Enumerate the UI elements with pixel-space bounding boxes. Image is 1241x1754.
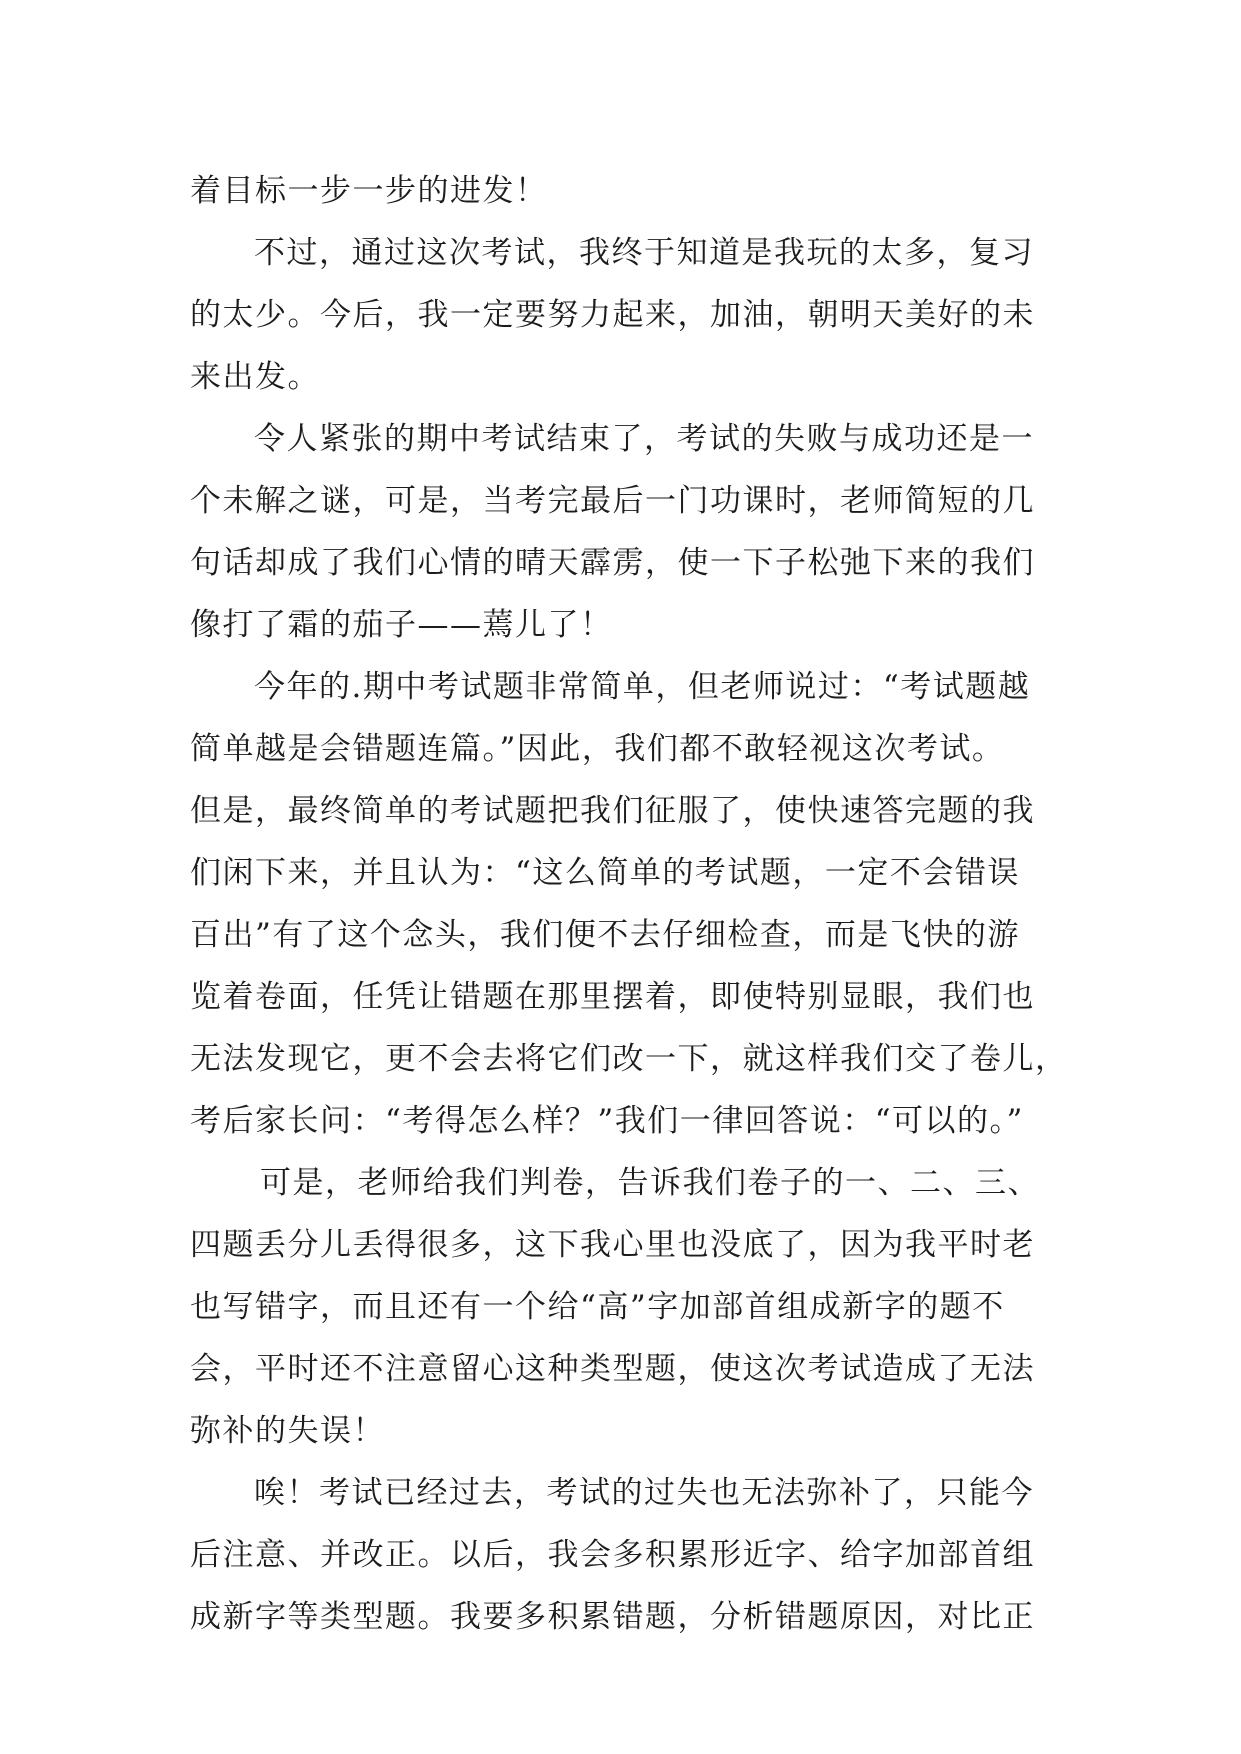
text-line: 们闲下来，并且认为：“这么简单的考试题，一定不会错误 [190, 855, 1020, 891]
text-line: 简单越是会错题连篇。”因此，我们都不敢轻视这次考试。 [190, 731, 1005, 767]
text-line: 弥补的失误！ [190, 1413, 385, 1449]
text-line: 无法发现它，更不会去将它们改一下，就这样我们交了卷儿， [190, 1041, 1068, 1077]
essay-text [190, 160, 1070, 1648]
text-line: 个未解之谜，可是，当考完最后一门功课时，老师简短的几 [190, 483, 1035, 519]
text-line: 览着卷面，任凭让错题在那里摆着，即使特别显眼，我们也 [190, 979, 1035, 1015]
paragraph-start-line: 可是，老师给我们判卷，告诉我们卷子的一、二、三、 [260, 1165, 1040, 1201]
paragraph-start-line: 令人紧张的期中考试结束了，考试的失败与成功还是一 [254, 421, 1034, 457]
text-line: 来出发。 [190, 359, 320, 395]
text-line: 也写错字，而且还有一个给“高”字加部首组成新字的题不 [190, 1289, 1005, 1325]
paragraph-start-line: 唉！考试已经过去，考试的过失也无法弥补了，只能今 [254, 1475, 1034, 1511]
paragraph-start-line: 不过，通过这次考试，我终于知道是我玩的太多，复习 [254, 235, 1034, 271]
text-line: 着目标一步一步的进发！ [190, 173, 548, 209]
text-line: 像打了霜的茄子——蔫儿了！ [190, 607, 613, 643]
text-line: 句话却成了我们心情的晴天霹雳，使一下子松弛下来的我们 [190, 545, 1035, 581]
text-line: 成新字等类型题。我要多积累错题，分析错题原因，对比正 [190, 1599, 1035, 1635]
text-line: 的太少。今后，我一定要努力起来，加油，朝明天美好的未 [190, 297, 1035, 333]
text-line: 考后家长问：“考得怎么样？”我们一律回答说：“可以的。” [190, 1103, 1024, 1139]
text-line: 后注意、并改正。以后，我会多积累形近字、给字加部首组 [190, 1537, 1035, 1573]
text-line: 会，平时还不注意留心这种类型题，使这次考试造成了无法 [190, 1351, 1035, 1387]
paragraph-start-line: 今年的.期中考试题非常简单，但老师说过：“考试题越 [254, 669, 1031, 705]
text-line: 但是，最终简单的考试题把我们征服了，使快速答完题的我 [190, 793, 1035, 829]
text-line: 四题丢分儿丢得很多，这下我心里也没底了，因为我平时老 [190, 1227, 1035, 1263]
text-line: 百出”有了这个念头，我们便不去仔细检查，而是飞快的游 [190, 917, 1020, 953]
